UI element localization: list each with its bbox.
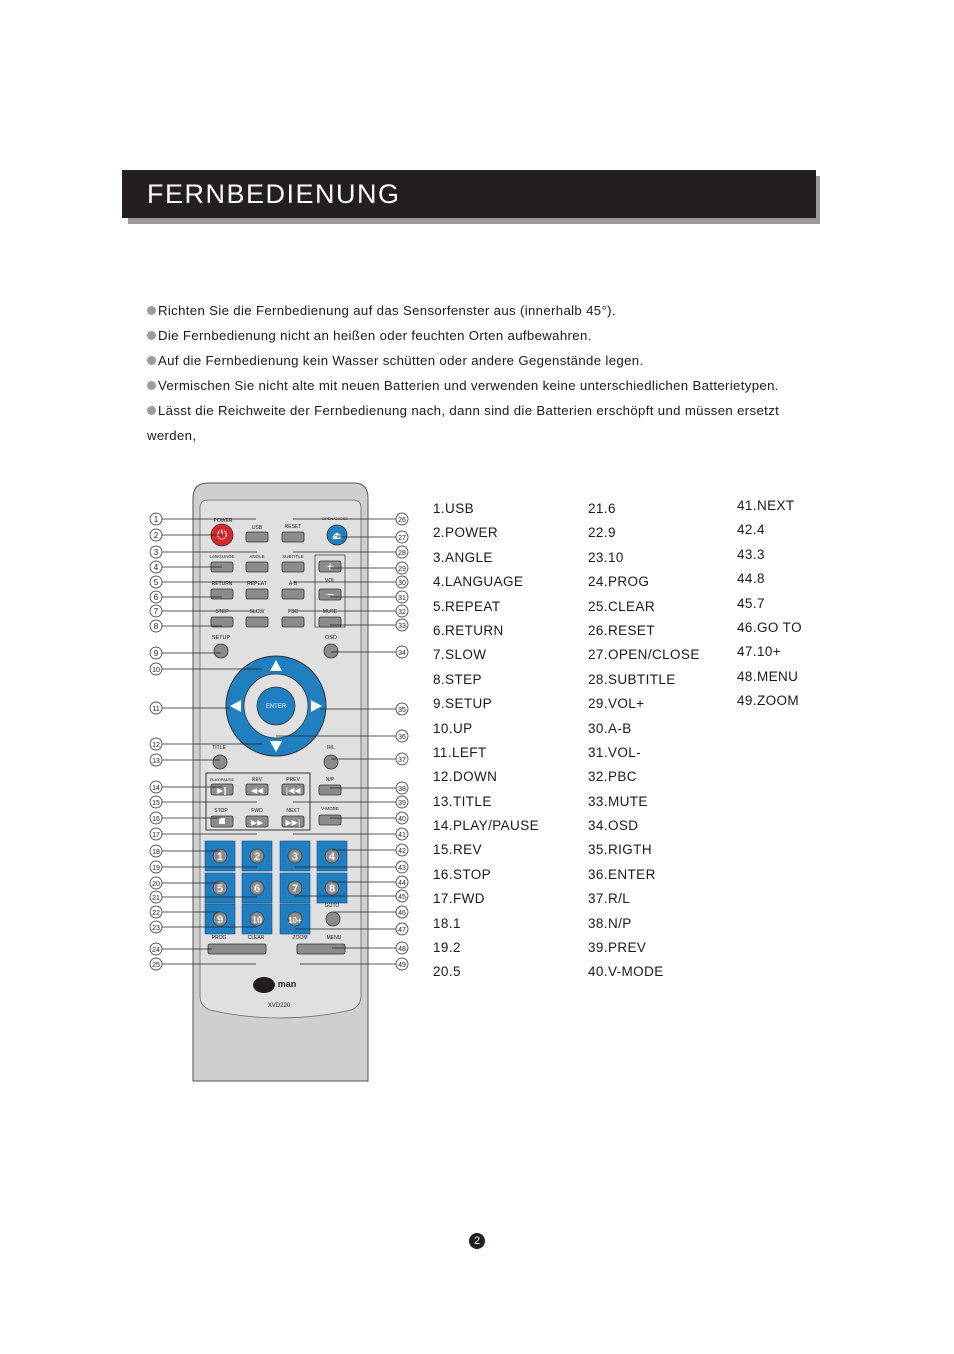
callout-number: 42 [398,848,406,855]
remote-label-np: N/P [325,777,335,783]
callout-number: 39 [398,800,406,807]
legend-item: 29.VOL+ [588,696,645,712]
callout-number: 41 [398,832,406,839]
eject-icon: ⏏ [331,529,343,542]
legend-item: 43.3 [737,546,765,562]
remote-label-subtitle: SUBTITLE [282,554,304,559]
callout-number: 25 [152,962,160,969]
legend-item: 12.DOWN [433,769,498,785]
remote-label-title: TITLE [212,745,226,751]
legend-item: 13.TITLE [433,793,492,809]
callout-number: 11 [152,706,160,713]
number-key-label: 10 [251,915,263,925]
legend-column-1 [433,497,539,985]
callout-number: 8 [153,622,159,631]
legend-item: 41.NEXT [737,498,795,513]
bullet-continuation: werden, [147,428,197,443]
callout-number: 28 [398,550,406,557]
rl-button [324,755,338,769]
step-button [211,617,233,627]
legend-item: 17.FWD [433,891,485,907]
remote-label-open_close: OPEN/CLOSE [321,516,349,521]
play-pause-icon: ▶‖ [216,786,228,795]
osd-button [324,644,338,658]
legend-item: 49.ZOOM [737,693,800,709]
instruction-list [147,298,837,448]
legend-item: 40.V-MODE [588,964,664,980]
legend-item: 9.SETUP [433,696,493,712]
remote-label-goto: GOTO [324,903,340,909]
remote-label-prog: PROG [211,935,227,941]
legend-item: 16.STOP [433,866,492,882]
remote-label-playpause: PLAY/PAUSE [209,777,235,782]
prog-clear-button [208,944,266,954]
stop-icon [219,818,225,824]
number-key-label: 9 [216,914,224,926]
legend-item: 27.OPEN/CLOSE [588,647,700,663]
legend-item: 15.REV [433,842,482,858]
number-key-label: 8 [328,883,336,895]
remote-label-fwd: FWD [251,808,263,814]
remote-label-next: NEXT [286,808,300,814]
number-key-label: 5 [216,883,224,895]
minus-icon: − [325,588,335,601]
callout-number: 27 [398,535,406,542]
remote-label-setup: SETUP [211,635,231,641]
number-key-label: 6 [253,883,261,895]
remote-label-mute: MUTE [322,609,338,615]
np-button [319,785,341,795]
callout-number: 32 [398,609,406,616]
legend-item: 34.OSD [588,818,639,834]
legend-item: 48.MENU [737,668,799,684]
remote-label-osd: OSD [325,635,337,641]
page-number: 2 [469,1233,485,1249]
bullet-item: Richten Sie die Fernbedienung auf das Sensorfenster aus (innerhalb 45°). [147,298,837,323]
callout-number: 24 [152,947,160,954]
callout-number: 14 [152,785,160,792]
legend-item: 38.N/P [588,915,632,931]
remote-label-model: XVD220 [267,1003,291,1009]
mute-button [319,617,341,627]
callout-number: 5 [153,578,159,587]
return-button [211,589,233,599]
callout-number: 23 [152,925,160,932]
remote-label-return: RETURN [211,581,233,587]
bullet-dot-icon [147,406,156,415]
callout-number: 49 [398,962,406,969]
legend-item: 39.PREV [588,940,647,956]
remote-label-ab: A-B [288,581,298,587]
page-title: FERNBEDIENUNG [147,178,401,209]
bullet-dot-icon [147,331,156,340]
remote-label-enter: ENTER [265,704,287,710]
remote-label-power: POWER [213,518,233,524]
legend-item: 36.ENTER [588,866,656,882]
legend-item: 14.PLAY/PAUSE [433,818,540,834]
remote-label-usb: USB [251,525,263,531]
number-key-label: 4 [328,851,336,863]
callout-number: 26 [398,517,406,524]
remote-label-prev: PREV [286,777,300,783]
legend-item: 1.USB [433,501,475,516]
callout-number: 34 [398,650,406,657]
legend-item: 2.POWER [433,525,499,541]
callout-number: 36 [398,734,406,741]
legend-item: 21.6 [588,501,616,516]
bullet-dot-icon [147,381,156,390]
remote-label-repeat: REPEAT [247,581,267,587]
callout-number: 45 [398,894,406,901]
legend-item: 42.4 [737,522,765,538]
legend-item: 18.1 [433,915,461,931]
callout-number: 17 [152,832,160,839]
number-key-label: 2 [253,851,261,863]
callout-number: 7 [153,607,159,616]
legend-item: 28.SUBTITLE [588,671,676,687]
callout-number: 21 [152,895,160,902]
legend-item: 26.RESET [588,622,655,638]
bullet-item: Lässt die Reichweite der Fernbedienung nach, dann sind die Batterien erschöpft und müssen ersetzt [147,398,837,423]
callout-number: 40 [398,816,406,823]
reset-button [282,532,304,542]
legend-item: 8.STEP [433,671,482,687]
remote-label-brand: mp man [261,979,297,989]
legend-item: 33.MUTE [588,793,648,809]
usb-button [246,532,268,542]
number-key-label: 10+ [288,916,302,925]
callout-number: 1 [153,515,159,524]
rewind-icon: ◀◀ [250,786,264,795]
angle-button [246,562,268,572]
callout-number: 15 [152,800,160,807]
callout-number: 37 [398,757,406,764]
callout-number: 6 [153,593,159,602]
legend-item: 35.RIGTH [588,842,652,858]
remote-label-rev: REV [251,777,263,783]
remote-label-angle: ANGLE [249,554,265,559]
callout-number: 9 [153,649,159,658]
callout-number: 29 [398,566,406,573]
v-mode-button [319,815,341,825]
legend-column-2 [588,497,700,985]
legend-item: 45.7 [737,595,765,611]
repeat-button [246,589,268,599]
callout-number: 3 [153,548,159,557]
number-key-label: 3 [291,851,299,863]
remote-label-zoom: ZOOM [292,935,308,941]
legend-item: 10.UP [433,720,473,736]
callout-number: 13 [152,758,160,765]
remote-label-menu: MENU [326,935,342,941]
callout-number: 38 [398,786,406,793]
bullet-item: Auf die Fernbedienung kein Wasser schütten oder andere Gegenstände legen. [147,348,837,373]
ab-button [282,589,304,599]
bullet-dot-icon [147,306,156,315]
callout-number: 31 [398,595,406,602]
legend-item: 44.8 [737,571,765,587]
next-icon: ▶▶| [285,818,301,827]
bullet-item: Die Fernbedienung nicht an heißen oder feuchten Orten aufbewahren. [147,323,837,348]
legend-item: 25.CLEAR [588,598,655,614]
legend-item: 47.10+ [737,644,782,660]
pbc-button [282,617,304,627]
callout-number: 2 [153,531,159,540]
remote-label-rl: R/L [327,745,335,751]
callout-number: 44 [398,880,406,887]
remote-label-vmode: V-MODE [321,806,339,811]
bullet-item: Vermischen Sie nicht alte mit neuen Batterien und verwenden keine unterschiedlichen Batterietypen. [147,373,837,398]
forward-icon: ▶▶ [250,818,264,827]
legend-item: 31.VOL- [588,744,642,760]
callout-number: 19 [152,865,160,872]
subtitle-button [282,562,304,572]
legend-item: 46.GO TO [737,619,802,635]
legend-item: 4.LANGUAGE [433,574,524,590]
legend-item: 5.REPEAT [433,598,501,614]
remote-label-step: STEP [215,609,229,615]
legend-item: 3.ANGLE [433,549,493,565]
goto-button [326,912,340,926]
bullet-dot-icon [147,356,156,365]
callout-number: 33 [398,623,406,630]
slow-button [246,617,268,627]
zoom-menu-button [297,944,345,954]
legend-item: 20.5 [433,964,461,980]
title-button [213,755,227,769]
previous-icon: |◀◀ [285,786,301,795]
remote-label-vol: VOL [324,578,336,584]
legend-item: 6.RETURN [433,622,504,638]
remote-label-language: LANGUAGE [209,554,235,559]
callout-number: 10 [152,667,160,674]
legend-item: 37.R/L [588,891,631,907]
callout-number: 48 [398,946,406,953]
plus-icon: + [325,560,335,573]
legend-item: 24.PROG [588,574,650,590]
callout-number: 22 [152,910,160,917]
remote-label-slow: SLOW [249,609,265,615]
callout-number: 35 [398,707,406,714]
setup-button [214,644,228,658]
remote-label-clear: CLEAR [247,935,265,941]
callout-number: 18 [152,849,160,856]
remote-label-pbc: PBC [287,609,299,615]
callout-number: 46 [398,910,406,917]
number-key-label: 7 [291,883,299,895]
callout-number: 30 [398,580,406,587]
power-icon: ⏻ [216,528,228,543]
remote-label-stop: STOP [214,808,228,814]
remote-diagram [140,478,430,1098]
legend-item: 7.SLOW [433,647,487,663]
legend-item: 23.10 [588,549,624,565]
legend-item: 30.A-B [588,720,632,736]
callout-number: 16 [152,816,160,823]
legend-column-3 [737,494,802,714]
remote-label-reset: RESET [284,524,302,530]
callout-number: 43 [398,865,406,872]
legend-item: 32.PBC [588,769,637,785]
legend-item: 19.2 [433,940,461,956]
title-bar [122,170,816,218]
legend-item: 22.9 [588,525,616,541]
callout-number: 20 [152,881,160,888]
callout-number: 12 [152,742,160,749]
legend-item: 11.LEFT [433,744,487,760]
callout-number: 4 [153,563,159,572]
number-key-label: 1 [216,851,224,863]
callout-number: 47 [398,927,406,934]
